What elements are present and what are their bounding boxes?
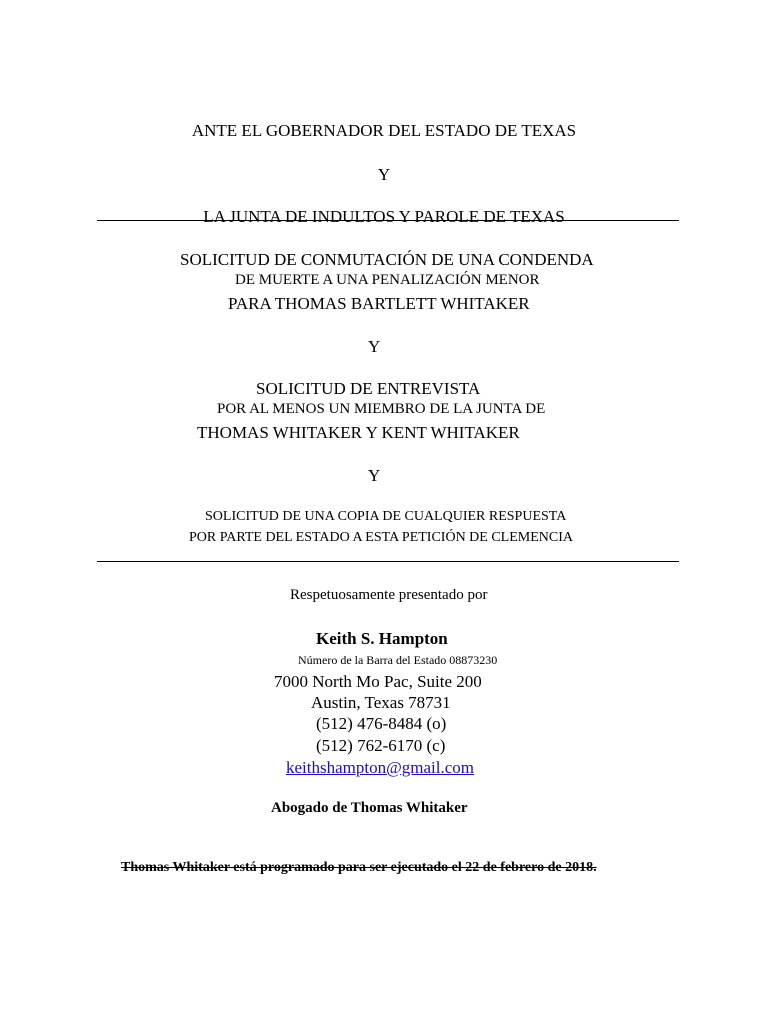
heading-board: LA JUNTA DE INDULTOS Y PAROLE DE TEXAS (203, 207, 565, 226)
copy-request-subtitle: POR PARTE DEL ESTADO A ESTA PETICIÓN DE CLEMENCIA (189, 530, 574, 545)
bottom-divider (97, 561, 679, 562)
interview-title: SOLICITUD DE ENTREVISTA (256, 379, 481, 398)
heading-governor: ANTE EL GOBERNADOR DEL ESTADO DE TEXAS (191, 121, 577, 140)
interview-names: THOMAS WHITAKER Y KENT WHITAKER (197, 423, 520, 442)
execution-notice: Thomas Whitaker está programado para ser ejecutado el 22 de febrero de 2018. (121, 860, 597, 875)
phone-office: (512) 476-8484 (o) (316, 714, 447, 733)
email-link[interactable]: keithshampton@gmail.com (286, 758, 474, 777)
commutation-subtitle: DE MUERTE A UNA PENALIZACIÓN MENOR (235, 272, 540, 288)
address-line-1: 7000 North Mo Pac, Suite 200 (274, 672, 482, 691)
interview-subtitle: POR AL MENOS UN MIEMBRO DE LA JUNTA DE (217, 401, 546, 417)
commutation-for: PARA THOMAS BARTLETT WHITAKER (228, 294, 530, 313)
top-divider (97, 220, 679, 221)
heading-and: Y (377, 165, 391, 184)
attorney-role: Abogado de Thomas Whitaker (271, 800, 468, 816)
commutation-title: SOLICITUD DE CONMUTACIÓN DE UNA CONDENDA (180, 250, 594, 269)
attorney-name: Keith S. Hampton (316, 629, 448, 648)
bar-number: Número de la Barra del Estado 08873230 (298, 653, 498, 667)
and-connector-2: Y (368, 466, 381, 485)
and-connector-1: Y (368, 337, 381, 356)
phone-cell: (512) 762-6170 (c) (316, 736, 446, 755)
copy-request-title: SOLICITUD DE UNA COPIA DE CUALQUIER RESPUESTA (205, 509, 567, 524)
submitted-by: Respetuosamente presentado por (290, 587, 488, 603)
address-line-2: Austin, Texas 78731 (311, 693, 451, 712)
